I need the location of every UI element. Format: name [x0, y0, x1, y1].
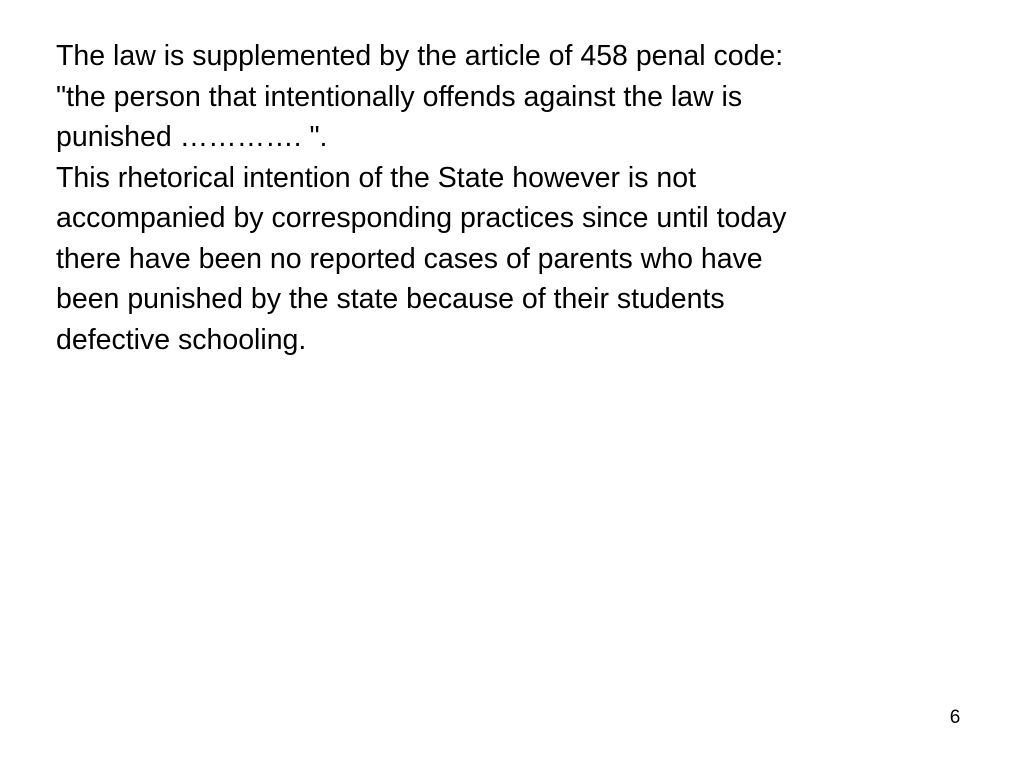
body-text-line: defective schooling.	[56, 323, 307, 356]
slide-body-text	[56, 36, 956, 360]
body-text-line: The law is supplemented by the article of 458 penal code:	[56, 40, 784, 72]
body-text-line: This rhetorical intention of the State however is not	[56, 161, 697, 194]
body-text-line: accompanied by corresponding practices since until today	[56, 202, 787, 234]
slide-number: 6	[949, 707, 961, 728]
body-text-line: punished …………. ".	[56, 121, 328, 153]
body-text-line: "the person that intentionally offends against the law is	[56, 80, 743, 113]
body-text-line: been punished by the state because of their students	[56, 283, 725, 315]
body-text-line: there have been no reported cases of parents who have	[56, 242, 763, 275]
